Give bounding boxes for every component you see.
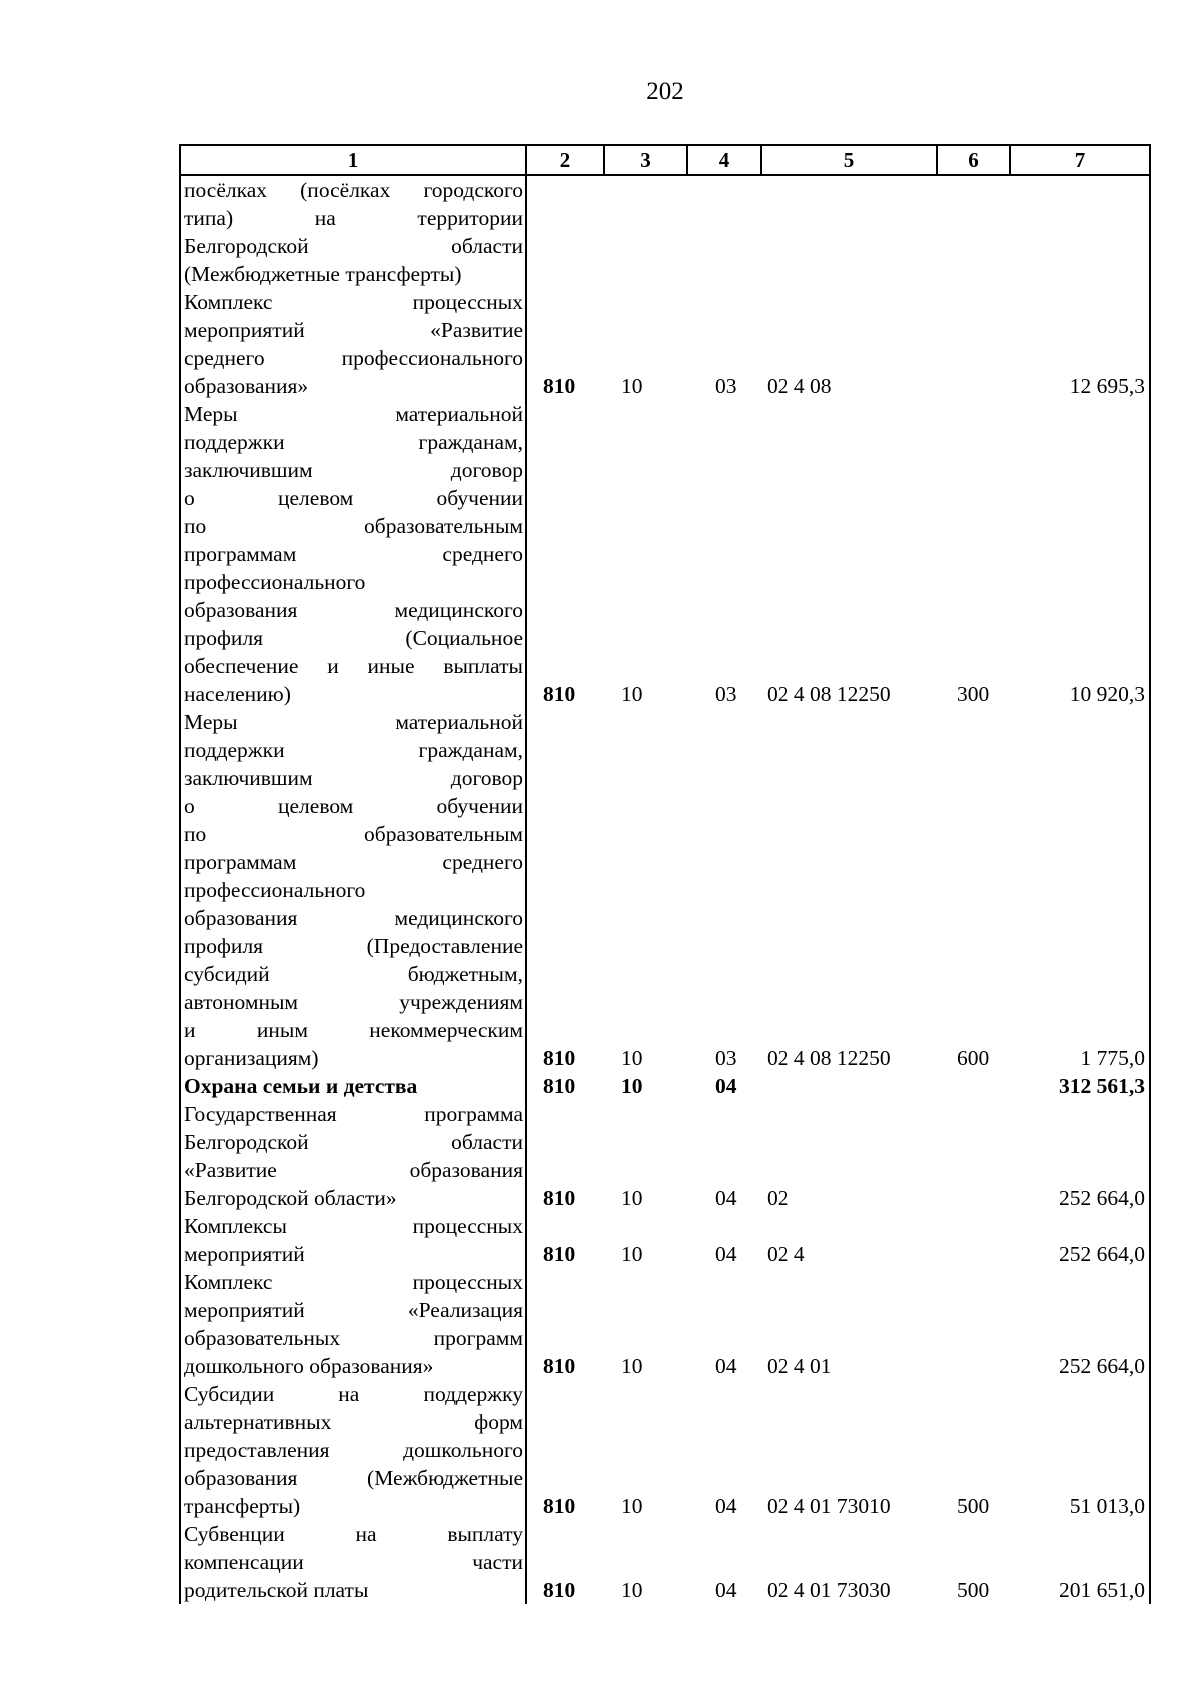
description-line: предоставления дошкольного <box>184 1438 523 1462</box>
code-subsection: 03 <box>715 682 737 706</box>
amount: 252 664,0 <box>1010 1100 1150 1212</box>
code-target-article <box>761 1072 937 1100</box>
amount: 201 651,0 <box>1010 1520 1150 1604</box>
description-line: о целевом обучении <box>184 794 523 818</box>
code-ministry: 810 <box>543 1074 576 1098</box>
description-line: образовательных программ <box>184 1326 523 1350</box>
description-line: и иным некоммерческим <box>184 1018 523 1042</box>
code-ministry: 810 <box>543 1046 576 1070</box>
row-description <box>180 1212 526 1268</box>
budget-table <box>179 144 1151 1604</box>
description-line: образования медицинского <box>184 598 523 622</box>
row-description <box>180 175 526 288</box>
amount <box>1010 175 1150 288</box>
description-line: мероприятий «Развитие <box>184 318 523 342</box>
description-line: программам среднего <box>184 850 523 874</box>
description-line: Меры материальной <box>184 710 523 734</box>
row-description <box>180 400 526 708</box>
description-line: о целевом обучении <box>184 486 523 510</box>
code-target-article: 02 4 08 12250 <box>767 1046 891 1070</box>
code-section: 10 <box>621 1578 643 1602</box>
code-ministry: 810 <box>543 1354 576 1378</box>
code-section: 10 <box>621 1354 643 1378</box>
row-description <box>180 1520 526 1604</box>
amount: 252 664,0 <box>1010 1268 1150 1380</box>
code-expense-type: 300 <box>957 682 990 706</box>
code-ministry: 810 <box>543 682 576 706</box>
description-line: образования (Межбюджетные <box>184 1466 523 1490</box>
description-line: по образовательным <box>184 514 523 538</box>
code-expense-type <box>937 1100 1010 1212</box>
amount: 312 561,3 <box>1010 1072 1150 1100</box>
code-expense-type <box>937 1072 1010 1100</box>
code-subsection: 04 <box>715 1578 737 1602</box>
code-section: 10 <box>621 1494 643 1518</box>
code-section: 10 <box>621 1074 643 1098</box>
column-header: 6 <box>937 145 1010 175</box>
code-target-article: 02 4 08 12250 <box>767 682 891 706</box>
amount: 1 775,0 <box>1010 708 1150 1072</box>
description-line: образования медицинского <box>184 906 523 930</box>
description-line: профессионального <box>184 878 366 902</box>
code-ministry: 810 <box>543 1186 576 1210</box>
code-ministry <box>526 175 604 288</box>
code-expense-type: 600 <box>957 1046 990 1070</box>
description-line: «Развитие образования <box>184 1158 523 1182</box>
code-subsection: 04 <box>715 1494 737 1518</box>
row-description <box>180 1100 526 1212</box>
row-description <box>180 1380 526 1520</box>
amount: 51 013,0 <box>1010 1380 1150 1520</box>
table-row <box>180 1212 1150 1268</box>
code-target-article <box>761 175 937 288</box>
description-line: субсидий бюджетным, <box>184 962 523 986</box>
table-row <box>180 1268 1150 1380</box>
code-section: 10 <box>621 1046 643 1070</box>
code-subsection: 04 <box>715 1074 737 1098</box>
table-row <box>180 708 1150 1072</box>
column-header: 5 <box>761 145 937 175</box>
code-target-article: 02 4 01 73030 <box>767 1578 891 1602</box>
code-expense-type <box>937 1212 1010 1268</box>
row-description <box>180 288 526 400</box>
code-ministry: 810 <box>543 1242 576 1266</box>
row-description <box>180 708 526 1072</box>
code-subsection <box>687 175 761 288</box>
description-line: Комплексы процессных <box>184 1214 523 1238</box>
description-line: альтернативных форм <box>184 1410 523 1434</box>
description-line: заключившим договор <box>184 766 523 790</box>
code-ministry: 810 <box>543 374 576 398</box>
description-line: Государственная программа <box>184 1102 523 1126</box>
description-line: населению) <box>184 682 291 706</box>
code-target-article: 02 4 01 73010 <box>767 1494 891 1518</box>
column-header: 1 <box>180 145 526 175</box>
code-target-article: 02 4 08 <box>767 374 832 398</box>
table-row <box>180 288 1150 400</box>
description-line: Охрана семьи и детства <box>184 1074 418 1098</box>
description-line: профиля (Предоставление <box>184 934 523 958</box>
description-line: мероприятий <box>184 1242 305 1266</box>
table-row <box>180 1380 1150 1520</box>
page-number: 202 <box>646 78 684 105</box>
description-line: Меры материальной <box>184 402 523 426</box>
description-line: обеспечение и иные выплаты <box>184 654 523 678</box>
description-line: родительской платы <box>184 1578 369 1602</box>
code-expense-type: 500 <box>957 1578 990 1602</box>
description-line: типа) на территории <box>184 206 523 230</box>
table-row <box>180 175 1150 288</box>
row-description <box>180 1072 526 1100</box>
column-header: 3 <box>604 145 687 175</box>
code-subsection: 04 <box>715 1186 737 1210</box>
description-line: образования» <box>184 374 309 398</box>
description-line: мероприятий «Реализация <box>184 1298 523 1322</box>
description-line: поддержки гражданам, <box>184 738 523 762</box>
description-line: дошкольного образования» <box>184 1354 434 1378</box>
code-subsection: 03 <box>715 374 737 398</box>
description-line: компенсации части <box>184 1550 523 1574</box>
code-section: 10 <box>621 374 643 398</box>
code-expense-type <box>937 288 1010 400</box>
code-section: 10 <box>621 682 643 706</box>
description-line: Субсидии на поддержку <box>184 1382 523 1406</box>
table-row <box>180 1100 1150 1212</box>
amount: 252 664,0 <box>1010 1212 1150 1268</box>
code-ministry: 810 <box>543 1578 576 1602</box>
code-expense-type <box>937 175 1010 288</box>
description-line: Белгородской области <box>184 1130 523 1154</box>
code-target-article: 02 4 01 <box>767 1354 832 1378</box>
description-line: Комплекс процессных <box>184 1270 523 1294</box>
code-section: 10 <box>621 1186 643 1210</box>
description-line: трансферты) <box>184 1494 301 1518</box>
code-section <box>604 175 687 288</box>
description-line: Комплекс процессных <box>184 290 523 314</box>
description-line: (Межбюджетные трансферты) <box>184 262 462 286</box>
code-subsection: 03 <box>715 1046 737 1070</box>
code-target-article: 02 4 <box>767 1242 805 1266</box>
amount: 12 695,3 <box>1010 288 1150 400</box>
column-header: 2 <box>526 145 604 175</box>
description-line: поддержки гражданам, <box>184 430 523 454</box>
column-header: 7 <box>1010 145 1150 175</box>
column-header: 4 <box>687 145 761 175</box>
code-target-article: 02 <box>767 1186 789 1210</box>
description-line: заключившим договор <box>184 458 523 482</box>
description-line: программам среднего <box>184 542 523 566</box>
description-line: Белгородской области <box>184 234 523 258</box>
code-subsection: 04 <box>715 1242 737 1266</box>
table-header-row <box>180 145 1150 175</box>
description-line: автономным учреждениям <box>184 990 523 1014</box>
table-row <box>180 1520 1150 1604</box>
code-expense-type <box>937 1268 1010 1380</box>
description-line: профессионального <box>184 570 366 594</box>
table-body <box>180 175 1150 1604</box>
amount: 10 920,3 <box>1010 400 1150 708</box>
code-section: 10 <box>621 1242 643 1266</box>
description-line: Белгородской области» <box>184 1186 397 1210</box>
row-description <box>180 1268 526 1380</box>
description-line: организациям) <box>184 1046 319 1070</box>
description-line: посёлках (посёлках городского <box>184 178 523 202</box>
code-subsection: 04 <box>715 1354 737 1378</box>
table-row <box>180 1072 1150 1100</box>
table-row <box>180 400 1150 708</box>
description-line: по образовательным <box>184 822 523 846</box>
description-line: Субвенции на выплату <box>184 1522 523 1546</box>
description-line: среднего профессионального <box>184 346 523 370</box>
code-ministry: 810 <box>543 1494 576 1518</box>
description-line: профиля (Социальное <box>184 626 523 650</box>
code-expense-type: 500 <box>957 1494 990 1518</box>
